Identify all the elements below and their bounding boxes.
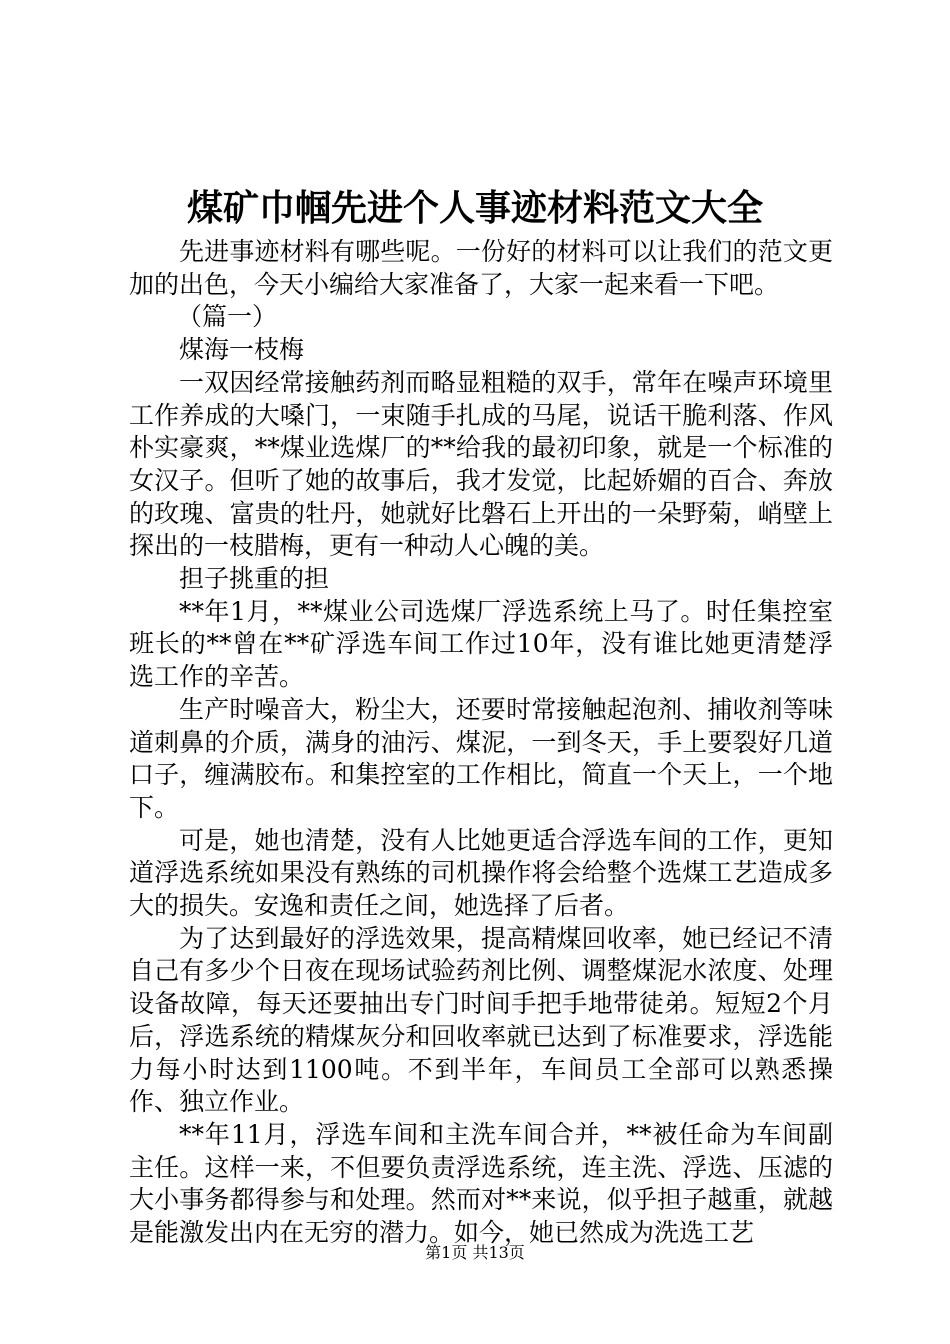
body-paragraph: **年1月，**煤业公司选煤厂浮选系统上马了。时任集控室班长的**曾在**矿浮选车间工作过10年，没有谁比她更清楚浮选工作的辛苦。 xyxy=(129,596,833,692)
page-footer: 第1页 共13页 xyxy=(425,1243,525,1262)
body-paragraph: **年11月，浮选车间和主洗车间合并，**被任命为车间副主任。这样一来，不但要负责浮选系统，连主洗、浮选、压滤的大小事务都得参与和处理。然而对**来说，似乎担子越重，就越是能激发出内在无穷的潜力。如今，她已然成为洗选工艺 xyxy=(129,1119,833,1248)
section-label: （篇一） xyxy=(177,302,278,332)
document-body xyxy=(129,236,833,1250)
body-paragraph: 一双因经常接触药剂而略显粗糙的双手，常年在噪声环境里工作养成的大嗓门，一束随手扎成的马尾，说话干脆利落、作风朴实豪爽，**煤业选煤厂的**给我的最初印象，就是一个标准的女汉子。但听了她的故事后，我才发觉，比起娇媚的百合、奔放的玫瑰、富贵的牡丹，她就好比磐石上开出的一朵野菊，峭壁上探出的一枝腊梅，更有一种动人心魄的美。 xyxy=(129,367,833,561)
intro-paragraph: 先进事迹材料有哪些呢。一份好的材料可以让我们的范文更加的出色，今天小编给大家准备了，大家一起来看一下吧。 xyxy=(129,237,833,299)
body-paragraph: 为了达到最好的浮选效果，提高精煤回收率，她已经记不清自己有多少个日夜在现场试验药剂比例、调整煤泥水浓度、处理设备故障，每天还要抽出专门时间手把手地带徒弟。短短2个月后，浮选系统的精煤灰分和回收率就已达到了标准要求，浮选能力每小时达到1100吨。不到半年，车间员工全部可以熟悉操作、独立作业。 xyxy=(129,923,833,1117)
section-heading: 担子挑重的担 xyxy=(179,564,330,594)
section-heading: 煤海一枝梅 xyxy=(179,335,305,365)
body-paragraph: 生产时噪音大，粉尘大，还要时常接触起泡剂、捕收剂等味道刺鼻的介质，满身的油污、煤泥，一到冬天，手上要裂好几道口子，缠满胶布。和集控室的工作相比，简直一个天上，一个地下。 xyxy=(129,694,833,822)
body-paragraph: 可是，她也清楚，没有人比她更适合浮选车间的工作，更知道浮选系统如果没有熟练的司机操作将会给整个选煤工艺造成多大的损失。安逸和责任之间，她选择了后者。 xyxy=(129,825,833,921)
document-title: 煤矿巾帼先进个人事迹材料范文大全 xyxy=(186,187,763,229)
